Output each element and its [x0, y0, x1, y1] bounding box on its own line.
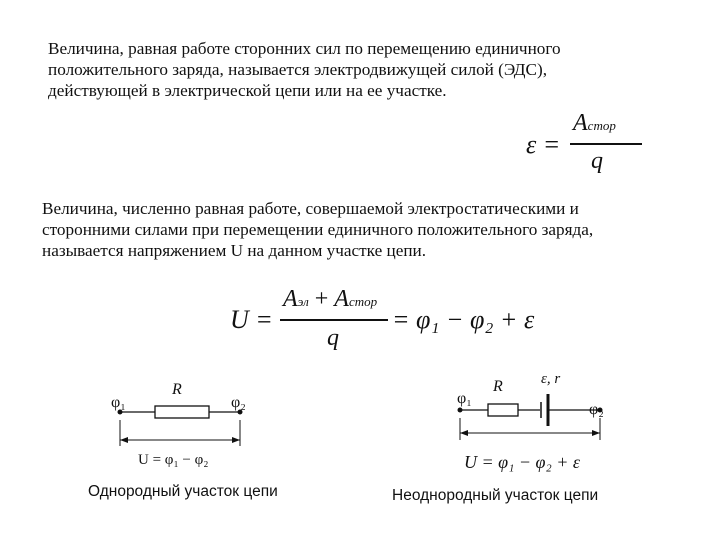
homogeneous-circuit — [118, 406, 243, 446]
left-arrowhead-2 — [232, 437, 240, 443]
right-voltage-label: U = φ₁ − φ₂ + ε — [464, 452, 580, 472]
source-label: ε, r — [541, 371, 561, 387]
emf-formula-numerator: Aстор — [573, 110, 616, 136]
voltage-formula-rhs: = φ₁ − φ₂ + ε — [392, 305, 535, 334]
left-arrowhead-1 — [120, 437, 128, 443]
emf-definition-text: Величина, равная работе сторонних сил по перемещению единичного положительного заряда, называется электродвижущей силой (ЭДС), действующей в электрической цепи или на ее участке. — [48, 39, 561, 100]
left-resistor — [155, 406, 209, 418]
voltage-formula-denominator: q — [327, 325, 339, 351]
left-phi2-label: φ₂ — [231, 394, 246, 411]
left-resistor-label: R — [172, 381, 182, 398]
right-resistor — [488, 404, 518, 416]
voltage-formula-numerator: Aэл + Aстор — [283, 286, 378, 312]
right-phi2-label: φ₂ — [589, 401, 604, 418]
nonhomogeneous-circuit — [458, 394, 603, 440]
emf-formula-denominator: q — [591, 148, 603, 174]
right-phi1-label: φ₁ — [457, 390, 472, 407]
right-resistor-label: R — [493, 378, 503, 395]
right-arrowhead-2 — [592, 430, 600, 436]
voltage-definition-text: Величина, численно равная работе, совершаемой электростатическими и сторонними силами при перемещении единичного положительного заряда, называется напряжением U на данном участке цепи. — [42, 199, 594, 260]
homogeneous-caption: Однородный участок цепи — [88, 483, 278, 500]
nonhomogeneous-caption: Неоднородный участок цепи — [392, 487, 599, 504]
right-arrowhead-1 — [460, 430, 468, 436]
left-voltage-label: U = φ₁ − φ₂ — [138, 452, 209, 468]
voltage-formula-lhs: U = — [230, 305, 273, 334]
emf-formula-lhs: ε = — [526, 130, 561, 159]
left-phi1-label: φ₁ — [111, 394, 126, 411]
